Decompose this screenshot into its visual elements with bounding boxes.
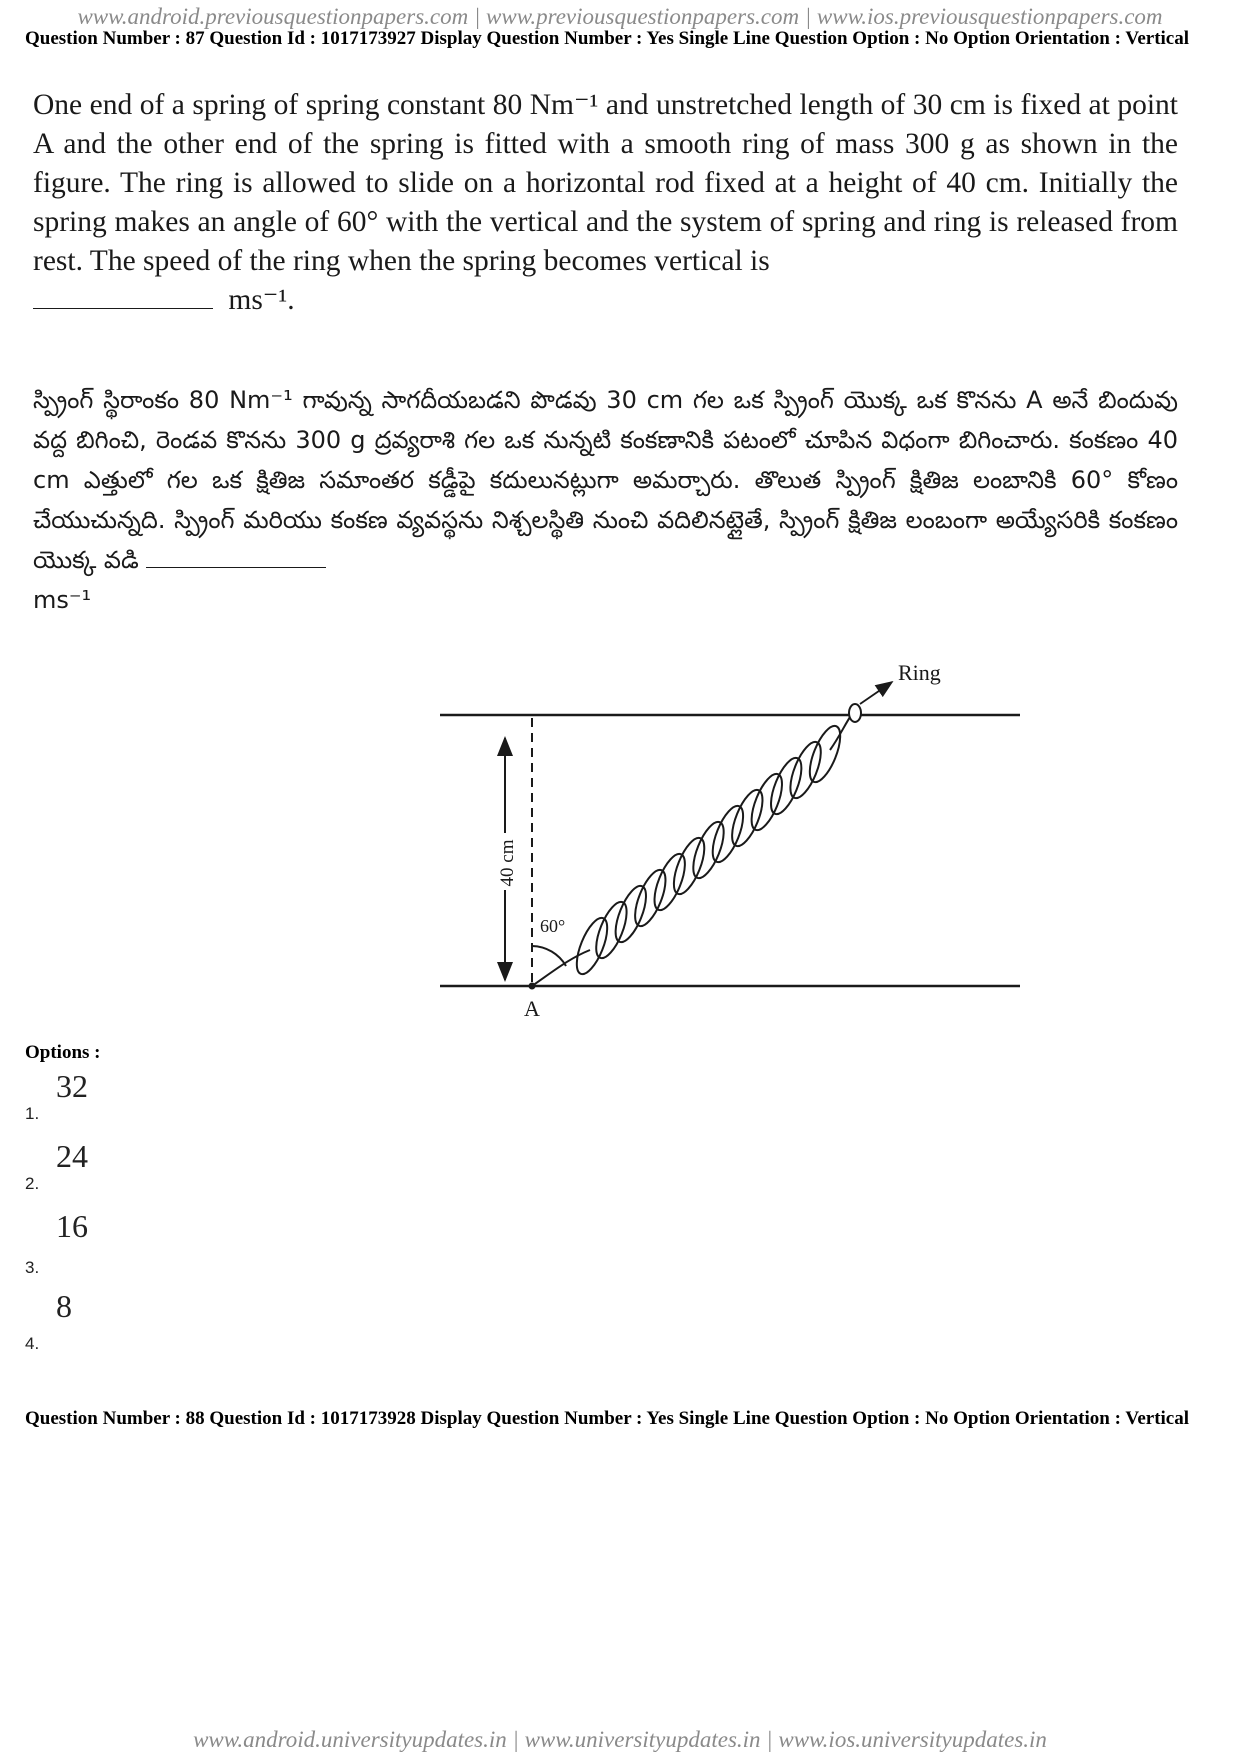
height-label: 40 cm — [497, 839, 518, 887]
spring-coil — [571, 914, 614, 978]
ring — [849, 704, 861, 722]
answer-unit-te: ms⁻¹ — [33, 586, 92, 614]
spring-coil — [629, 866, 672, 930]
question-87-text-te: స్ప్రింగ్ స్థిరాంకం 80 Nm⁻¹ గావున్న సాగదీయబడని పొడవు 30 cm గల ఒక స్ప్రింగ్ యొక్క ఒక కొనను A అనే బిందువు వద్ద బిగించి, రెండవ కొనను 300 g ద్రవ్యరాశి గల ఒక నున్నటి కంకణానికి పటంలో చూపిన విధంగా బిగించారు. కంకణం 40 cm ఎత్తులో గల ఒక క్షితిజ సమాంతర కడ్డీపై కదులునట్లుగా అమర్చారు. తొలుత స్ప్రింగ్ క్షితిజ లంబానికి 60° కోణం చేయుచున్నది. స్ప్రింగ్ మరియు కంకణ వ్యవస్థను నిశ్చలస్థితి నుంచి వదిలినట్లైతే, స్ప్రింగ్ క్షితిజ లంబంగా అయ్యేసరికి కంకణం యొక్క వడి — [33, 386, 1178, 574]
option-value: 16 — [56, 1208, 88, 1244]
option-value: 8 — [56, 1288, 72, 1324]
spring-coils — [571, 722, 847, 978]
spring-coil — [726, 786, 769, 850]
option-number: 1. — [25, 1104, 40, 1123]
option-number: 3. — [25, 1258, 40, 1277]
spring-coil — [765, 754, 808, 818]
watermark-top: www.android.previousquestionpapers.com | www.previousquestionpapers.com | www.ios.previousquestionpapers.com — [77, 4, 1163, 29]
ring-label: Ring — [898, 660, 941, 685]
answer-blank — [33, 284, 213, 309]
option-value: 32 — [56, 1068, 88, 1104]
spring-left-lead — [532, 950, 590, 986]
question-87-text-telugu — [33, 380, 1178, 620]
spring-coil — [668, 834, 711, 898]
answer-blank-te — [146, 545, 326, 568]
spring-coil — [648, 850, 691, 914]
question-87-text: One end of a spring of spring constant 80 Nm⁻¹ and unstretched length of 30 cm is fixed at point A and the other end of the spring is fitted with a smooth ring of mass 300 g as shown in the figure. The ring is allowed to slide on a horizontal rod fixed at a height of 40 cm. Initially the spring makes an angle of 60° with the vertical and the system of spring and ring is released from rest. The speed of the ring when the spring becomes vertical is — [33, 89, 1178, 277]
options-label: Options : — [25, 1042, 101, 1063]
spring-coil — [687, 818, 730, 882]
point-a-dot — [529, 983, 536, 990]
spring-coil — [745, 770, 788, 834]
spring-coil — [784, 738, 827, 802]
watermark-bottom: www.android.universityupdates.in | www.universityupdates.in | www.ios.universityupdates.in — [193, 1727, 1047, 1752]
ring-pointer — [860, 682, 892, 704]
spring-coil — [804, 722, 847, 786]
spring-right-lead — [830, 714, 852, 750]
option-number: 4. — [25, 1334, 40, 1353]
question-88-meta: Question Number : 88 Question Id : 1017173928 Display Question Number : Yes Single Line Question Option : No Option Orientation : Vertical — [25, 1408, 1190, 1429]
spring-ring-figure — [420, 658, 1040, 1023]
point-a-label: A — [524, 996, 540, 1021]
answer-unit: ms⁻¹. — [228, 284, 295, 316]
angle-arc — [532, 946, 566, 966]
question-87-text-english — [33, 86, 1178, 320]
angle-label: 60° — [540, 916, 566, 936]
option-value: 24 — [56, 1138, 88, 1174]
spring-coil — [609, 882, 652, 946]
spring-coil — [590, 898, 633, 962]
spring-coil — [706, 802, 749, 866]
question-87-meta: Question Number : 87 Question Id : 1017173927 Display Question Number : Yes Single Line Question Option : No Option Orientation : Vertical — [25, 28, 1190, 49]
option-number: 2. — [25, 1174, 40, 1193]
